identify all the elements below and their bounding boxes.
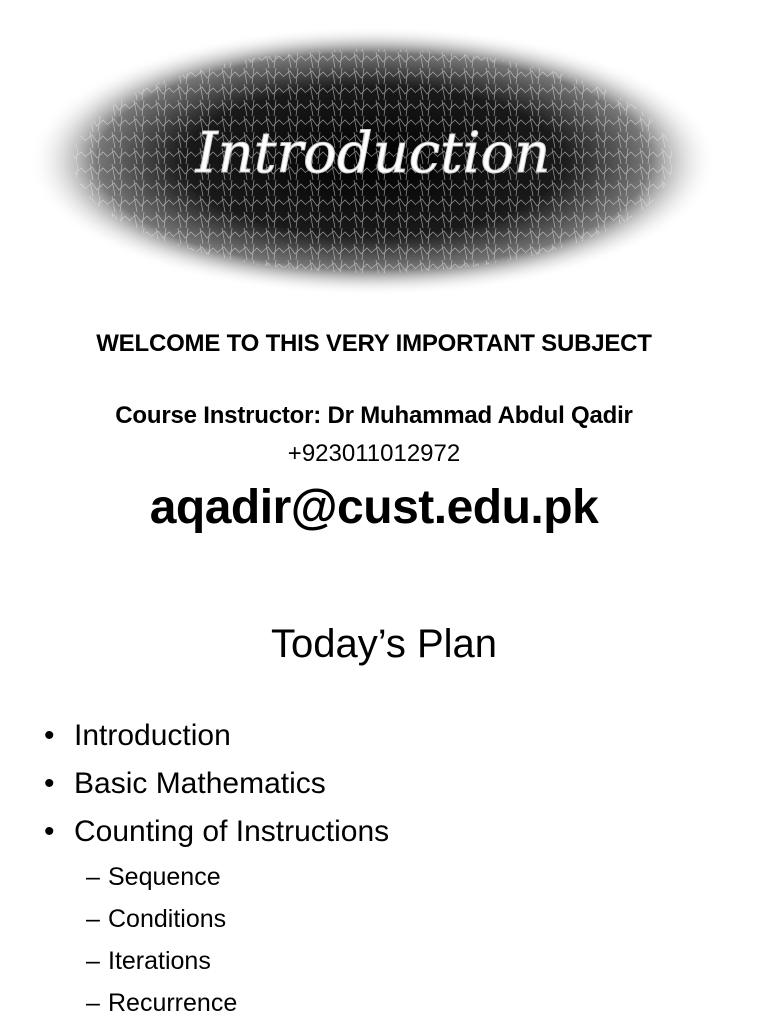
- dash-glyph: –: [86, 905, 100, 933]
- instructor-phone: +923011012972: [287, 440, 461, 467]
- bullet-glyph: •: [44, 815, 55, 848]
- dash-glyph: –: [86, 989, 100, 1017]
- plan-item: [44, 808, 389, 856]
- course-instructor: Course Instructor: Dr Muhammad Abdul Qadir: [115, 402, 633, 429]
- plan-title: Today’s Plan: [270, 622, 498, 666]
- plan-list: [44, 712, 389, 1024]
- plan-item: [44, 760, 389, 808]
- dash-glyph: –: [86, 947, 100, 975]
- plan-subitem-label: Sequence: [108, 863, 221, 891]
- bullet-glyph: •: [44, 719, 55, 752]
- banner-text: Introduction: [195, 121, 551, 186]
- bullet-glyph: •: [44, 767, 55, 800]
- instructor-email: aqadir@cust.edu.pk: [149, 481, 599, 534]
- plan-subitem: [44, 940, 389, 982]
- plan-subitem: [44, 982, 389, 1024]
- plan-subitem-label: Recurrence: [108, 989, 238, 1017]
- plan-subitem-label: Iterations: [108, 947, 211, 975]
- plan-item-label: Basic Mathematics: [74, 767, 326, 800]
- plan-item: [44, 712, 389, 760]
- welcome-heading: WELCOME TO THIS VERY IMPORTANT SUBJECT: [96, 330, 652, 357]
- plan-item-label: Counting of Instructions: [74, 815, 390, 848]
- plan-subitem-label: Conditions: [108, 905, 227, 933]
- introduction-banner-image: [20, 20, 726, 302]
- plan-item-label: Introduction: [74, 719, 231, 752]
- plan-subitem: [44, 898, 389, 940]
- plan-subitem: [44, 856, 389, 898]
- banner-graphic: [20, 20, 726, 302]
- dash-glyph: –: [86, 863, 100, 891]
